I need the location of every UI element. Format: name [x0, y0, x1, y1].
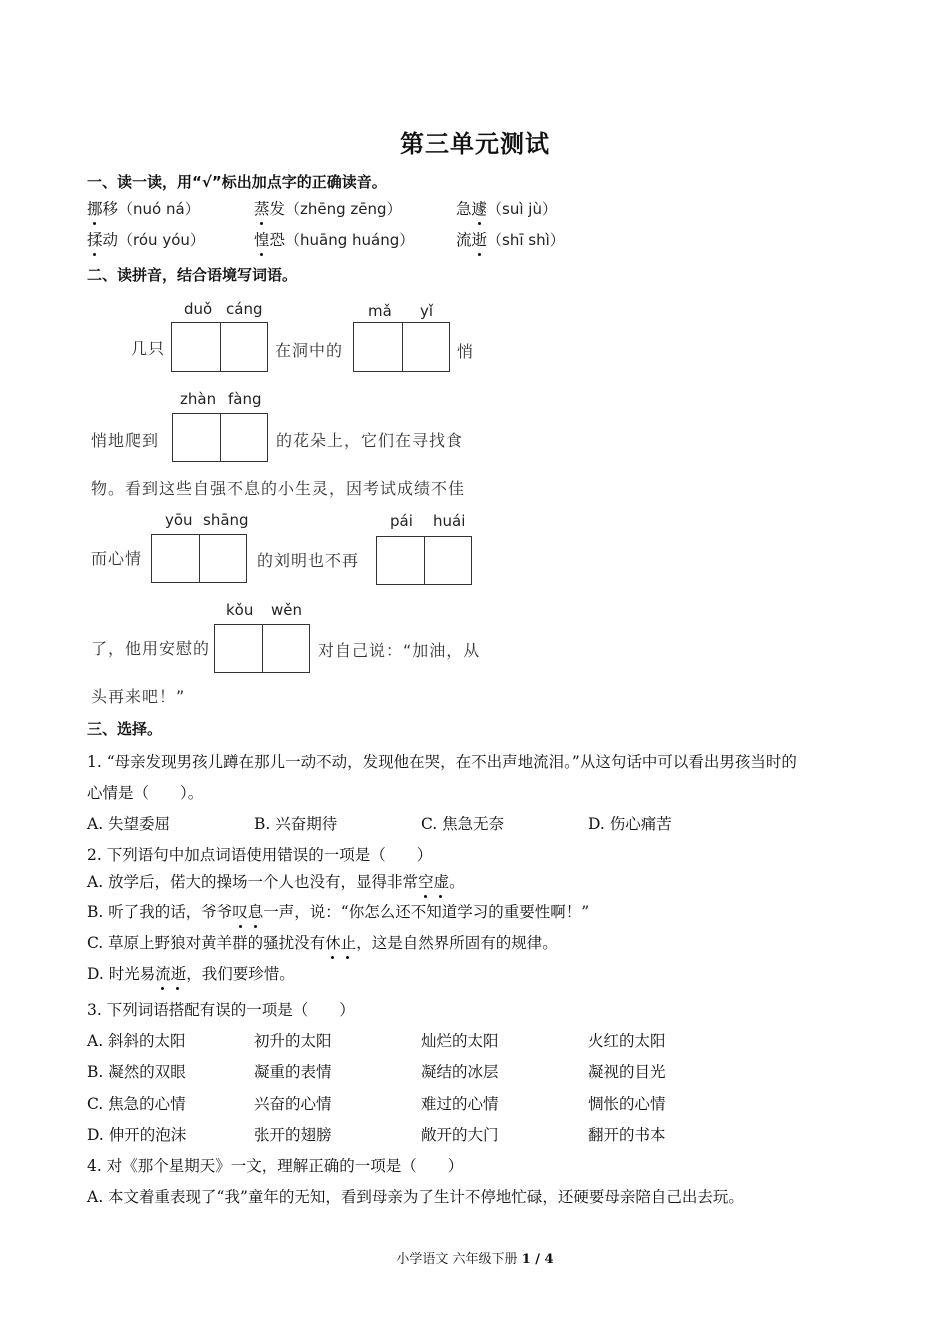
- section2-heading: 二、读拼音，结合语境写词语。: [87, 266, 298, 284]
- page-title: 第三单元测试: [400, 130, 550, 158]
- fill-text-9: 了，他用安慰的: [91, 639, 211, 658]
- q3-row-c-2: 兴奋的心情: [254, 1095, 332, 1113]
- q2-option-d: D. 时光易流逝，我们要珍惜。: [87, 962, 295, 984]
- q3-row-a-4: 火红的太阳: [588, 1032, 666, 1050]
- q3-row-d-1: D. 伸开的泡沫: [87, 1126, 187, 1144]
- fill-text-4: 悄地爬到: [91, 431, 160, 450]
- section1-item-6: 流逝（shī shì）: [456, 228, 565, 250]
- pinyin-kou: kǒu: [226, 601, 254, 619]
- answer-box-zhanfang[interactable]: [172, 413, 268, 462]
- section1-item-5: 惶恐（huāng huáng）: [254, 228, 414, 250]
- answer-box-paihuai[interactable]: [376, 536, 472, 585]
- section1-heading: 一、读一读，用“√”标出加点字的正确读音。: [87, 173, 387, 191]
- q3-row-b-3: 凝结的冰层: [421, 1063, 499, 1081]
- q4-option-a: A. 本文着重表现了“我”童年的无知，看到母亲为了生计不停地忙碌，还硬要母亲陪自己出去玩。: [87, 1188, 744, 1206]
- page-number: 1 / 4: [521, 1252, 554, 1267]
- pinyin-ma: mǎ: [368, 302, 392, 320]
- pinyin-huai: huái: [433, 512, 466, 530]
- q1-stem-line1: 1. “母亲发现男孩儿蹲在那儿一动不动，发现他在哭，在不出声地流泪。”从这句话中可以看出男孩当时的: [87, 753, 797, 771]
- q2-stem: 2. 下列语句中加点词语使用错误的一项是（ ）: [87, 846, 433, 864]
- answer-box-duocang[interactable]: [171, 322, 268, 372]
- q2-option-a: A. 放学后，偌大的操场一个人也没有，显得非常空虚。: [87, 870, 465, 892]
- emphasis-word: 叹息: [232, 900, 263, 922]
- q3-row-d-4: 翻开的书本: [588, 1126, 666, 1144]
- q1-stem-line2: 心情是（ ）。: [87, 784, 204, 802]
- q1-option-b: B. 兴奋期待: [254, 815, 338, 833]
- fill-text-7: 而心情: [91, 549, 143, 568]
- section1-item-1: 挪移（nuó ná）: [87, 197, 200, 219]
- pinyin-duo: duǒ: [184, 300, 213, 318]
- fill-text-3: 悄: [457, 342, 475, 361]
- pinyin-you: yōu: [165, 511, 193, 529]
- q3-row-d-2: 张开的翅膀: [254, 1126, 332, 1144]
- section1-item-4: 揉动（róu yóu）: [87, 228, 205, 250]
- page-footer: 小学语文 六年级下册 1 / 4: [396, 1252, 554, 1267]
- q1-option-d: D. 伤心痛苦: [588, 815, 672, 833]
- answer-box-youshang[interactable]: [151, 534, 247, 583]
- q3-row-c-3: 难过的心情: [421, 1095, 499, 1113]
- q3-row-b-2: 凝重的表情: [254, 1063, 332, 1081]
- emphasis-word: 休止: [325, 931, 356, 953]
- pinyin-cang: cáng: [226, 300, 263, 318]
- pinyin-wen: wěn: [271, 601, 303, 619]
- q3-row-b-4: 凝视的目光: [588, 1063, 666, 1081]
- fill-text-8: 的刘明也不再: [257, 551, 360, 570]
- q3-row-c-4: 惆怅的心情: [588, 1095, 666, 1113]
- q2-option-c: C. 草原上野狼对黄羊群的骚扰没有休止，这是自然界所固有的规律。: [87, 931, 558, 953]
- q1-option-c: C. 焦急无奈: [421, 815, 505, 833]
- fill-text-2: 在洞中的: [275, 341, 344, 360]
- q3-row-a-1: A. 斜斜的太阳: [87, 1032, 186, 1050]
- q3-row-a-2: 初升的太阳: [254, 1032, 332, 1050]
- section1-item-3: 急遽（suì jù）: [456, 197, 557, 219]
- answer-box-kouwen[interactable]: [214, 624, 310, 673]
- q3-row-b-1: B. 凝然的双眼: [87, 1063, 186, 1081]
- pinyin-pai: pái: [390, 512, 413, 530]
- q3-row-a-3: 灿烂的太阳: [421, 1032, 499, 1050]
- fill-text-11: 头再来吧！”: [91, 687, 186, 706]
- q3-row-c-1: C. 焦急的心情: [87, 1095, 186, 1113]
- pinyin-shang: shāng: [203, 511, 249, 529]
- section1-item-2: 蒸发（zhēng zēng）: [254, 197, 402, 219]
- fill-text-6: 物。看到这些自强不息的小生灵，因考试成绩不佳: [91, 479, 466, 498]
- q1-option-a: A. 失望委屈: [87, 815, 171, 833]
- pinyin-fang: fàng: [228, 390, 262, 408]
- fill-text-5: 的花朵上，它们在寻找食: [276, 431, 464, 450]
- pinyin-zhan: zhàn: [180, 390, 217, 408]
- q2-option-b: B. 听了我的话，爷爷叹息一声，说：“你怎么还不知道学习的重要性啊！”: [87, 900, 589, 922]
- q3-stem: 3. 下列词语搭配有误的一项是（ ）: [87, 1001, 355, 1019]
- emphasis-word: 空虚: [418, 870, 449, 892]
- pinyin-yi: yǐ: [420, 302, 434, 320]
- emphasis-word: 流逝: [155, 962, 186, 984]
- fill-text-10: 对自己说：“加油，从: [318, 641, 481, 660]
- q4-stem: 4. 对《那个星期天》一文，理解正确的一项是（ ）: [87, 1157, 464, 1175]
- answer-box-mayi[interactable]: [353, 322, 450, 372]
- q3-row-d-3: 敞开的大门: [421, 1126, 499, 1144]
- fill-text-1: 几只: [131, 339, 166, 358]
- section3-heading: 三、选择。: [87, 720, 163, 738]
